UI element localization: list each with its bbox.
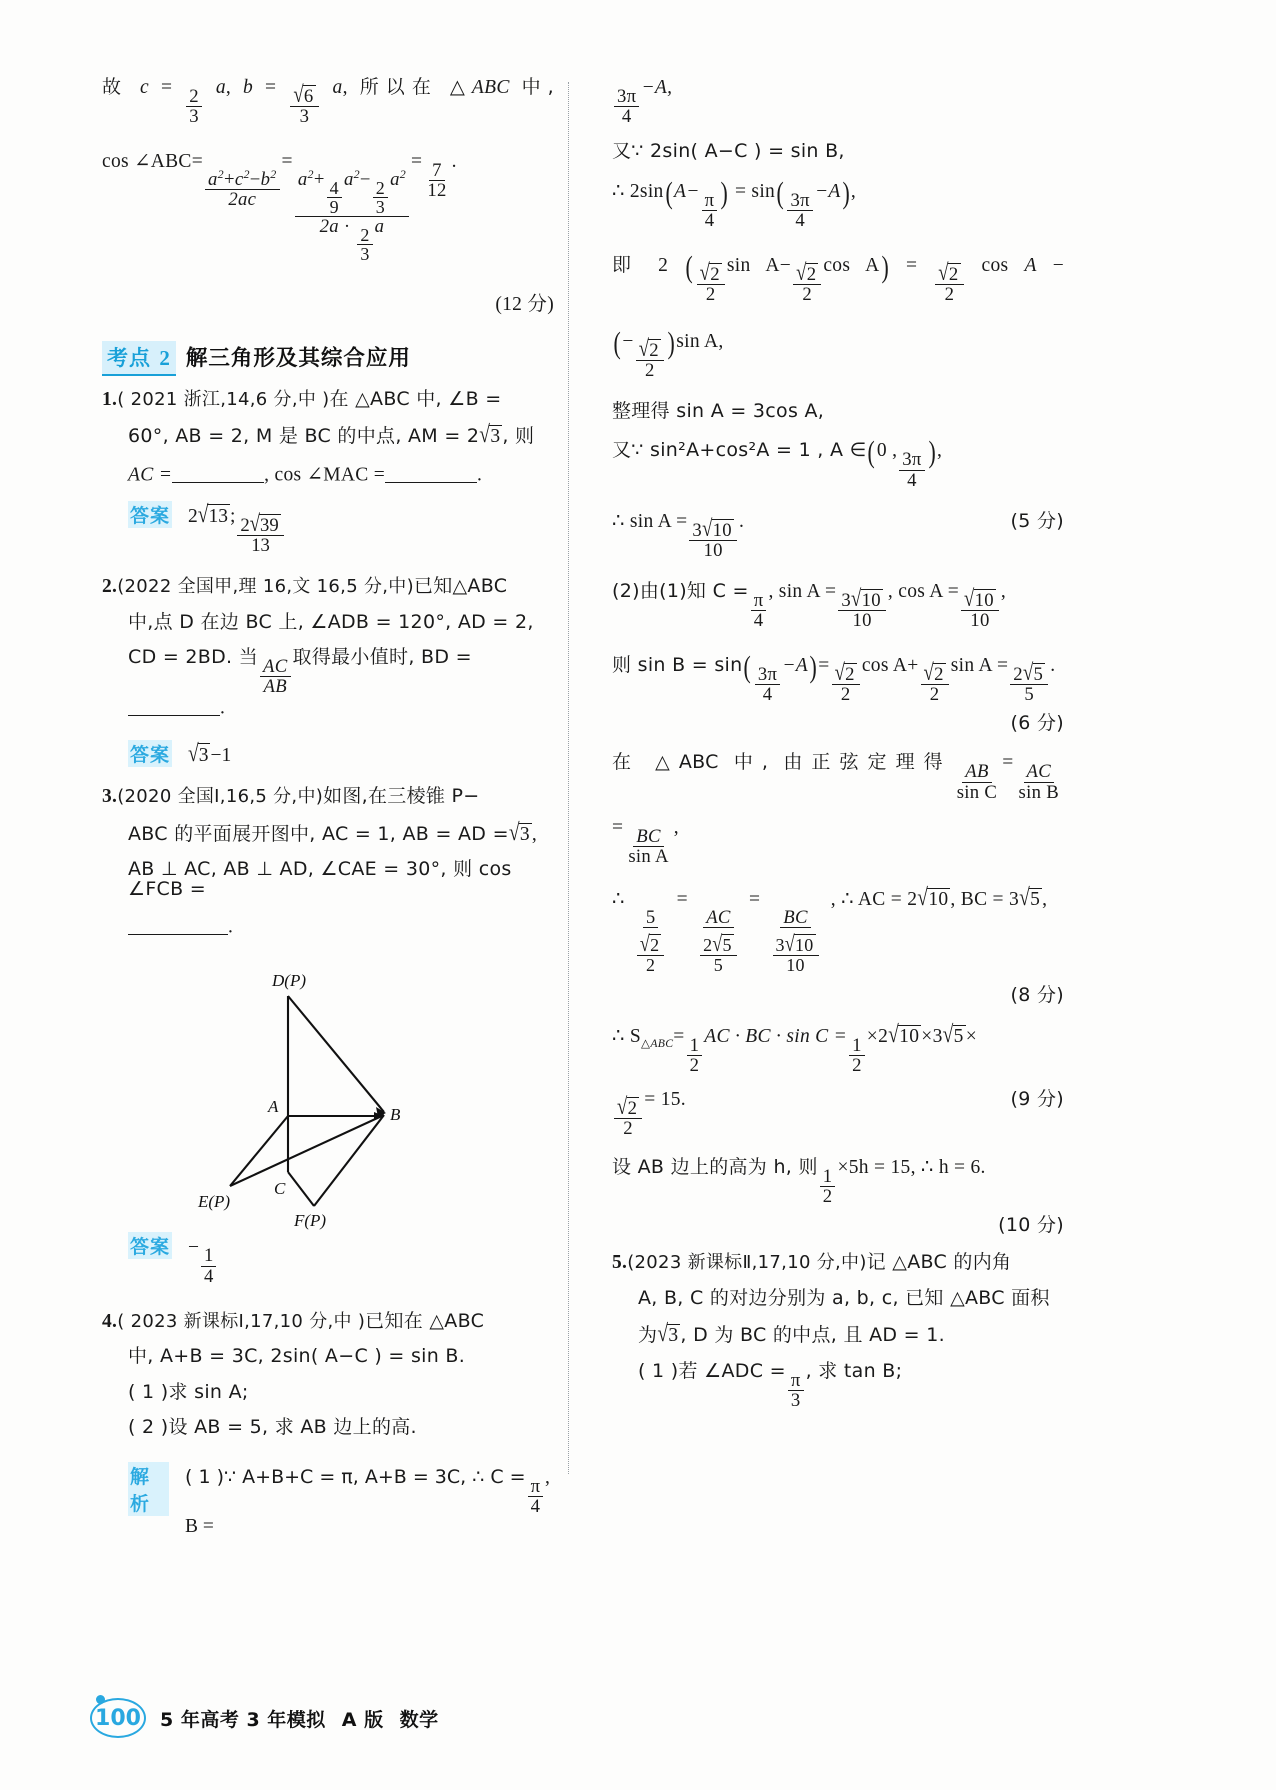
- frac-law-of-cosines: $\frac{a^2+c^2-b^2}{2ac}$: [205, 168, 280, 209]
- problem-3-number: 3.: [102, 786, 118, 808]
- problem-5-line-1: 5.(2023 新课标Ⅱ,17,10 分,中)记 △ABC 的内角: [612, 1251, 1012, 1274]
- label-f-p: F(P): [294, 1210, 327, 1230]
- problem-4-sub-2: ( 2 )设 AB = 5, 求 AB 边上的高.: [128, 1416, 417, 1439]
- right-line-13: ∴ $\frac{5}{\frac{√2}{2}}$ = $\frac{AC}{\frac{2√5}{5}}$ = $\frac{BC}{\frac{3√10}{10}}$ , ∴ AC = 2√10 , BC = 3√5 ,: [612, 884, 1048, 975]
- kaodian-tag: 考点 2: [102, 341, 176, 376]
- footer-title: 5 年高考 3 年模拟: [160, 1708, 326, 1731]
- page-number-badge: [90, 1698, 146, 1738]
- footer-text: [160, 1705, 439, 1732]
- answer-blank-bd: [128, 696, 220, 716]
- text-suoyi-zai: 所以在: [359, 76, 438, 98]
- answer-label-1: 答案: [128, 501, 172, 528]
- right-line-16: 设 AB 边上的高为 h, 则 $\frac{1}{2}$ ×5h = 15, ∴ h = 6.: [612, 1155, 986, 1207]
- sin-a-value: ∴ sin A = $\frac{3√10}{10}$ .: [612, 510, 745, 561]
- frac-sqrt6-3: $\frac{√6}{3}$: [290, 85, 318, 126]
- unfolded-tetrahedron-diagram: [102, 954, 554, 1230]
- problem-3-source: (2020 全国Ⅰ,16,5 分,中): [117, 786, 324, 808]
- var-b: b: [243, 77, 254, 98]
- triangle-abc: △ABC: [449, 77, 510, 98]
- right-line-14: ∴ $S_{\triangle ABC}=$ $\frac{1}{2}$ AC · BC · sin C = $\frac{1}{2}$ ×2√10 ×3√5 ×: [612, 1022, 978, 1077]
- answer-label-3: 答案: [128, 1232, 172, 1259]
- problem-1-number: 1.: [102, 388, 118, 410]
- frac-substituted: $a^2+$ $\frac{4}{9}$ $a^2-$ $\frac{2}{3}$ $a^2$ 2a · $\frac{2}{3}$ a: [295, 168, 409, 264]
- problem-1-line-1: [102, 387, 554, 410]
- footer-edition: A 版: [341, 1708, 384, 1731]
- score-6: (6 分): [1010, 711, 1064, 734]
- right-line-4: 即 2 ( $\frac{√2}{2}$ sin A− $\frac{√2}{2}$ cos A) = $\frac{√2}{2}$ cos A −: [612, 249, 1064, 305]
- problem-4-source: ( 2023 新课标Ⅰ,17,10 分,中 ): [117, 1310, 366, 1332]
- label-c: C: [274, 1178, 286, 1198]
- label-a: A: [268, 1096, 279, 1116]
- problem-3-answer-row: [102, 1232, 554, 1286]
- right-line-12: = $\frac{BC}{\text{sin A}}$ ,: [612, 816, 679, 867]
- cos-angle-abc: cos ∠ABC: [102, 151, 192, 173]
- solution-label-4: 解析: [128, 1462, 169, 1516]
- right-line-9: (2)由(1)知 C = $\frac{\pi}{4}$ , sin A = $\frac{3√10}{10}$ , cos A = $\frac{√10}{10}$ ,: [612, 579, 1007, 631]
- right-line-7: 又∵ sin²A+cos²A = 1 , A ∈(0 , $\frac{3\pi}{4}$ ),: [612, 435, 943, 491]
- problem-2-number: 2.: [102, 576, 118, 598]
- score-5: (5 分): [1010, 509, 1064, 532]
- text-zhong: 中,: [521, 76, 554, 98]
- right-line-10: 则 sin B = sin( $\frac{3\pi}{4}$ −A)= $\frac{√2}{2}$ cos A+ $\frac{√2}{2}$ sin A = $\frac{2√5}{5}$ .: [612, 649, 1056, 705]
- right-line-8: [612, 509, 1064, 561]
- problem-1-answer-row: [102, 501, 554, 555]
- problem-5-number: 5.: [612, 1252, 628, 1274]
- continued-solution-line-1: 故 c = $\frac{2}{3}$ a, b = $\frac{√6}{3}$ a, 所以在 △ABC 中,: [102, 76, 554, 128]
- problem-4-number: 4.: [102, 1310, 118, 1332]
- right-line-15: $\frac{√2}{2}$ = 15. (9 分): [612, 1090, 1064, 1138]
- page-footer: [90, 1698, 439, 1738]
- problem-2-line-2: 中,点 D 在边 BC 上, ∠ADB = 120°, AD = 2,: [128, 610, 534, 633]
- right-line-1: $\frac{3\pi}{4}$ −A,: [612, 78, 1064, 126]
- right-line-3: ∴ 2sin(A− $\frac{\pi}{4}$ ) = sin( $\frac{3\pi}{4}$ −A),: [612, 175, 857, 231]
- problem-1-line-2: 60°, AB = 2, M 是 BC 的中点, AM = 2√3 , 则: [128, 422, 535, 449]
- column-divider: [568, 82, 569, 1474]
- section-header-kaodian-2: [102, 341, 554, 376]
- problem-4-solution: ( 1 )∵ A+B+C = π, A+B = 3C, ∴ C = $\frac{\pi}{4}$ , B =: [185, 1465, 550, 1537]
- page-number: 100: [95, 1705, 141, 1731]
- frac-3pi-4: $\frac{3\pi}{4}$: [614, 87, 639, 126]
- problem-3-line-3: AB ⊥ AC, AB ⊥ AD, ∠CAE = 30°, 则 cos ∠FCB =: [128, 858, 512, 900]
- eq-sign: =: [160, 77, 173, 98]
- frac-result-7-12: $\frac{7}{12}$: [427, 160, 447, 202]
- score-12: (12 分): [495, 294, 554, 316]
- problem-4-line-2: 中, A+B = 3C, 2sin( A−C ) = sin B.: [128, 1345, 466, 1368]
- problem-2-line-3: CD = 2BD. 当 $\frac{AC}{AB}$ 取得最小值时, BD =.: [128, 646, 472, 719]
- var-a2: a: [332, 77, 343, 98]
- frac-2-3: $\frac{2}{3}$: [186, 87, 202, 126]
- right-line-11: 在 △ABC 中, 由正弦定理得 $\frac{AB}{\text{sin C}}$ = $\frac{AC}{\text{sin B}}$: [612, 751, 1059, 803]
- problem-3-line-1: 3.(2020 全国Ⅰ,16,5 分,中)如图,在三棱锥 P−: [102, 785, 480, 808]
- problem-1-line-3: AC = , cos ∠MAC = .: [128, 464, 483, 486]
- problem-5-sub-1: ( 1 )若 ∠ADC = $\frac{\pi}{3}$ , 求 tan B;: [638, 1359, 903, 1411]
- problem-4-line-1: 4.( 2023 新课标Ⅰ,17,10 分,中 )已知在 △ABC: [102, 1309, 485, 1332]
- problem-5-source: (2023 新课标Ⅱ,17,10 分,中): [627, 1252, 867, 1274]
- problem-4-solution-row: [102, 1462, 554, 1538]
- problem-5-line-2: A, B, C 的对边分别为 a, b, c, 已知 △ABC 面积: [638, 1286, 1050, 1309]
- answer-label-2: 答案: [128, 740, 172, 767]
- left-column: [102, 78, 554, 1554]
- problem-3-line-2: ABC 的平面展开图中, AC = 1, AB = AD =√3 ,: [128, 819, 538, 847]
- frac-ac-ab: $\frac{AC}{AB}$: [260, 657, 291, 696]
- problem-1-source: ( 2021 浙江,14,6 分,中 ): [117, 388, 330, 410]
- right-line-6: 整理得 sin A = 3cos A,: [612, 399, 825, 422]
- right-column: [612, 78, 1064, 1426]
- section-title: 解三角形及其综合应用: [185, 345, 411, 371]
- problem-3-line-4: .: [102, 915, 554, 937]
- problem-2-answer-row: [102, 740, 554, 767]
- problem-3-answer: − $\frac{1}{4}$: [188, 1237, 218, 1286]
- label-b: B: [390, 1104, 401, 1124]
- text-gu: 故: [102, 76, 129, 98]
- problem-2-answer: √3 −1: [188, 741, 232, 768]
- score-10: (10 分): [998, 1213, 1064, 1236]
- right-line-2: 又∵ 2sin( A−C ) = sin B,: [612, 140, 845, 163]
- problem-2-line-1: 2.(2022 全国甲,理 16,文 16,5 分,中)已知△ABC: [102, 575, 508, 598]
- comma: ,: [225, 77, 232, 98]
- problem-1-text-1: 在 △ABC 中, ∠B =: [329, 387, 502, 410]
- answer-blank-ac: [172, 463, 264, 483]
- var-c: c: [140, 77, 149, 98]
- eq-sign-2: =: [265, 77, 277, 98]
- problem-2-source: (2022 全国甲,理 16,文 16,5 分,中): [117, 576, 414, 598]
- answer-blank-cos-fcb: [128, 915, 228, 935]
- problem-5-line-3: 为√3 , D 为 BC 的中点, 且 AD = 1.: [638, 1321, 945, 1348]
- problem-1-answer: 2√13 ; $\frac{2√39}{13}$: [188, 504, 286, 555]
- score-9: (9 分): [1010, 1087, 1064, 1110]
- answer-blank-cos-mac: [385, 463, 477, 483]
- label-e-p: E(P): [198, 1191, 231, 1211]
- continued-solution-line-2: cos ∠ABC= $\frac{a^2+c^2-b^2}{2ac}$ = $a^2+$ $\frac{4}{9}$ $a^2-$ $\frac{2}{3}$ $a^2$ 2a · $\frac{2}{3}$ a = $\frac{7}{12}$ .: [102, 151, 457, 265]
- problem-4-sub-1: ( 1 )求 sin A;: [128, 1380, 249, 1403]
- right-line-5: (− $\frac{√2}{2}$ )sin A,: [613, 325, 724, 381]
- problem-3-figure: [102, 954, 554, 1230]
- var-a: a: [215, 77, 226, 98]
- score-8: (8 分): [1010, 983, 1064, 1006]
- label-d-p: D(P): [272, 970, 306, 990]
- footer-subject: 数学: [399, 1708, 439, 1731]
